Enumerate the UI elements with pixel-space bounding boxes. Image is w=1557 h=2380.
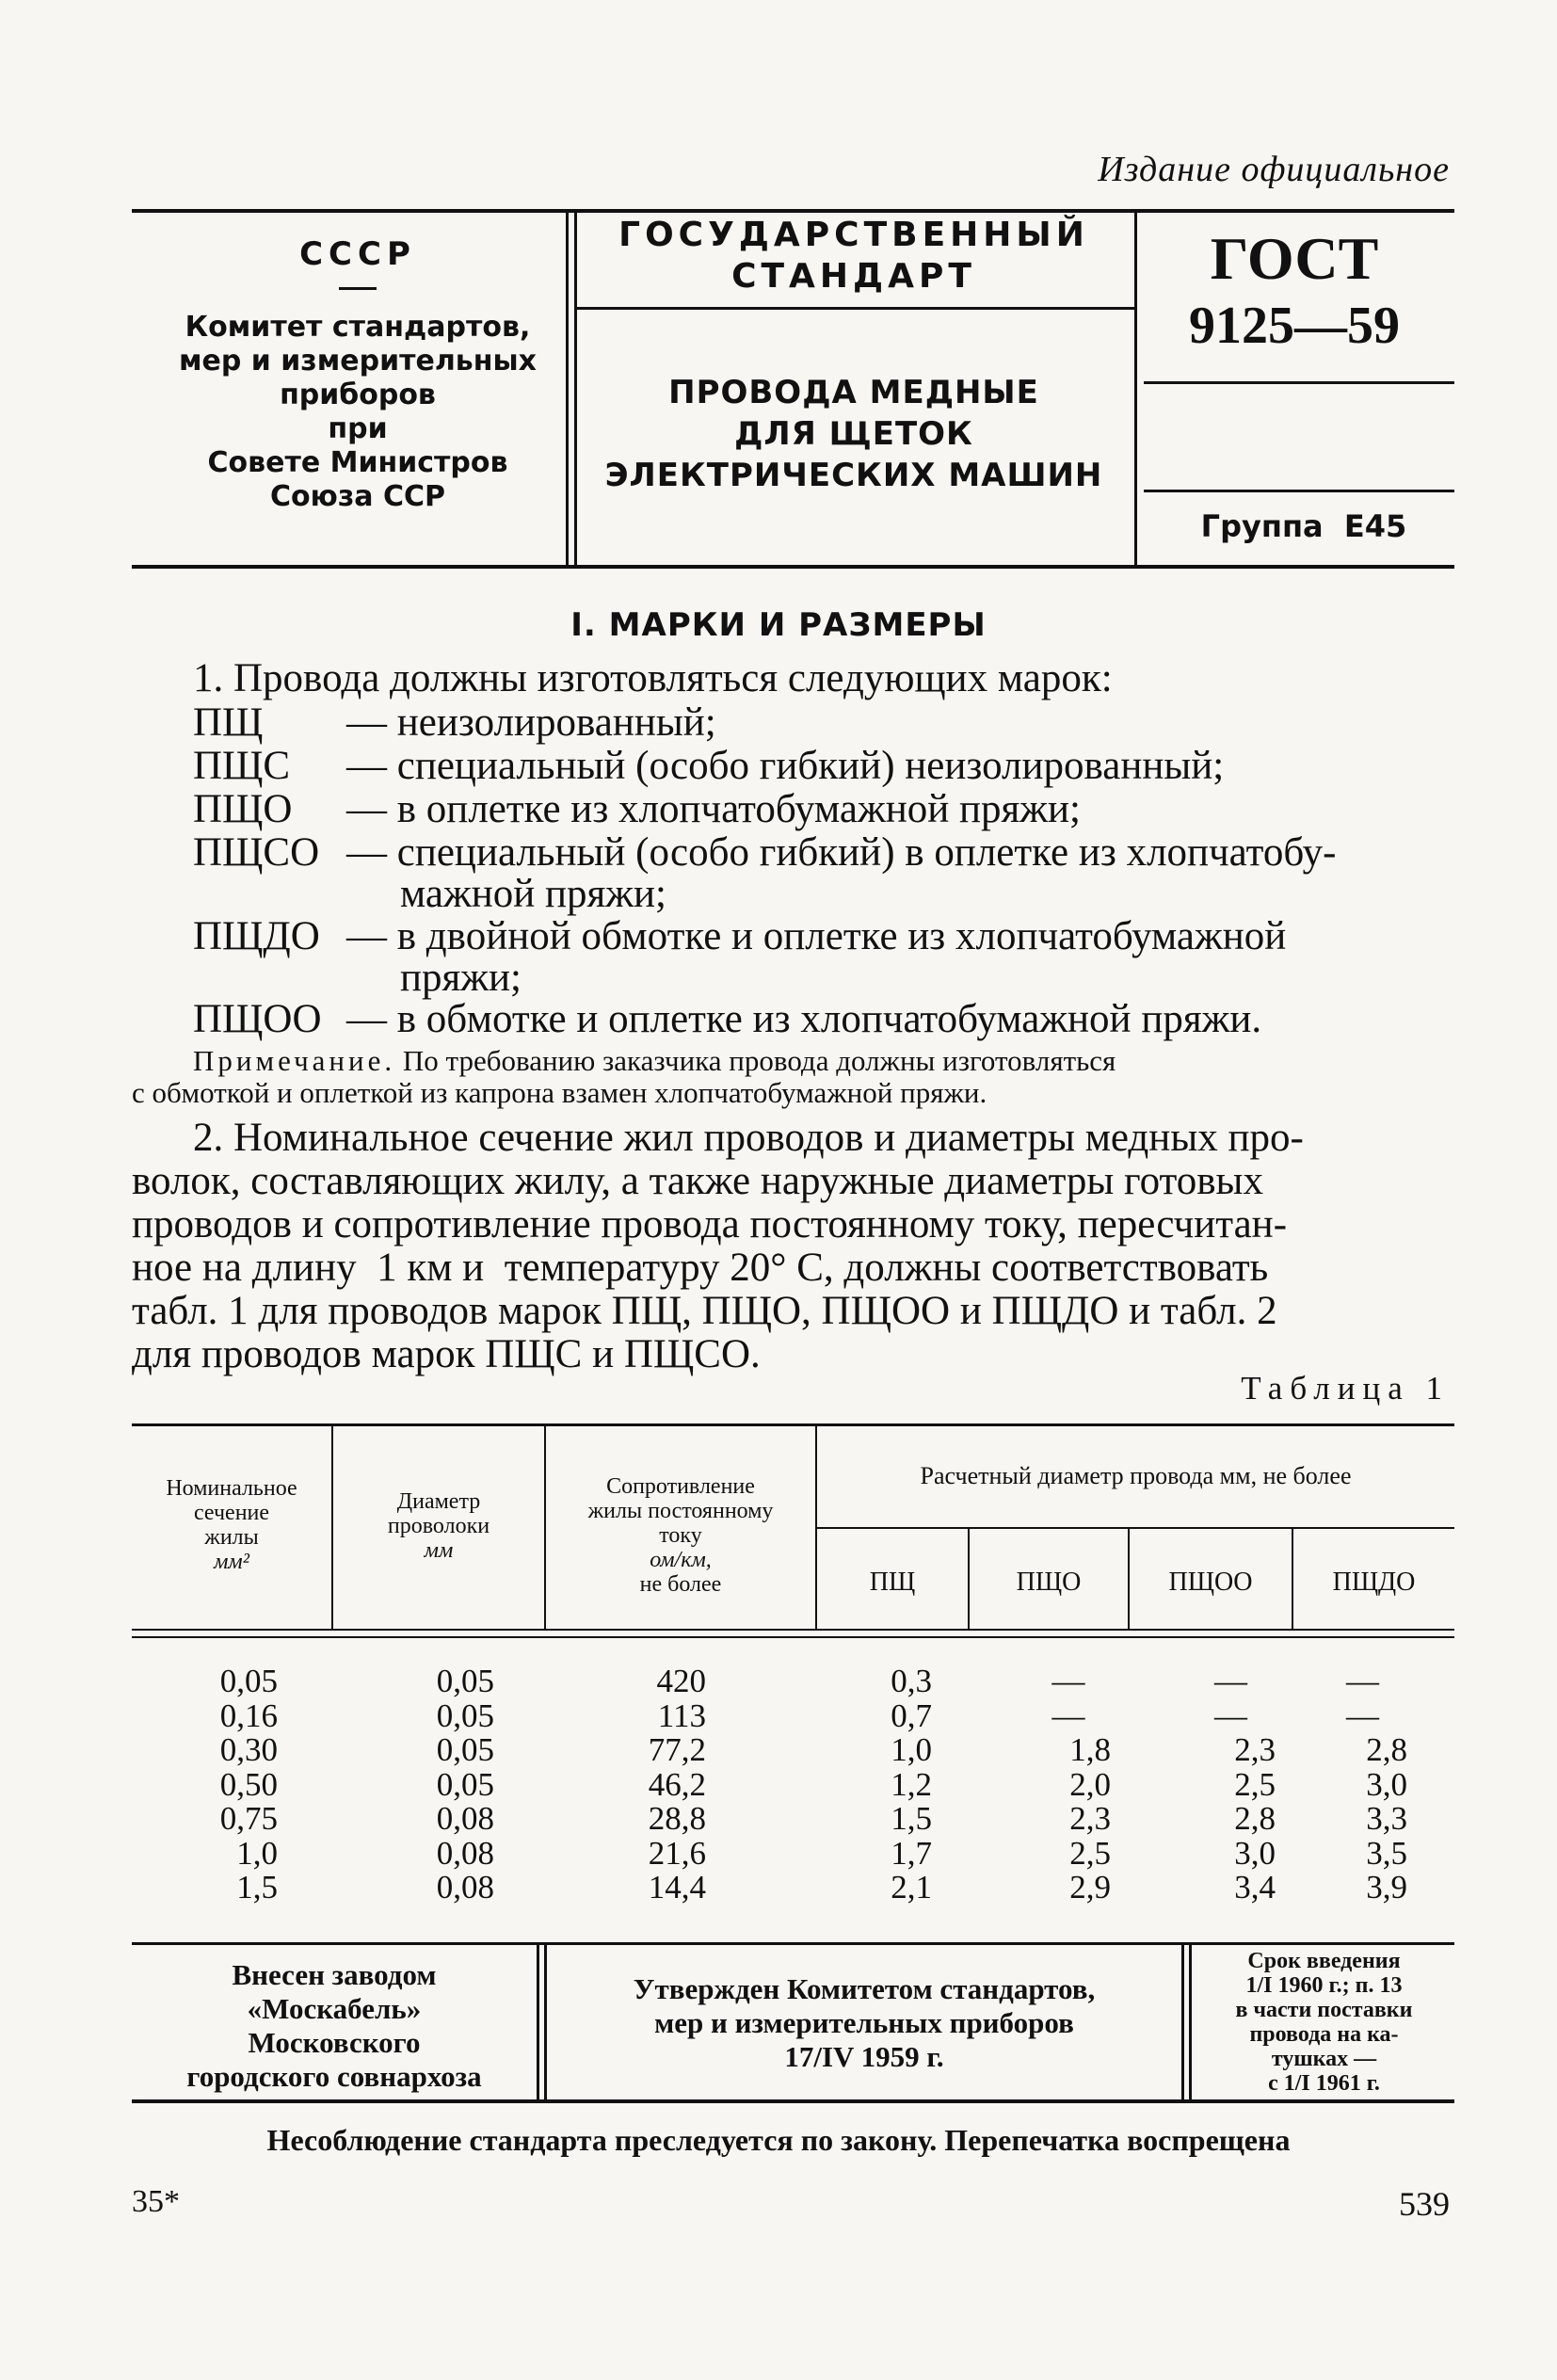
approved-line: Утвержден Комитетом стандартов, xyxy=(633,1972,1096,2005)
title-line: ПРОВОДА МЕДНЫЕ xyxy=(668,374,1039,411)
gost-label: ГОСТ xyxy=(1210,225,1379,292)
effective-line: провода на ка- xyxy=(1249,2022,1399,2047)
group-label: Группа Е45 xyxy=(1200,508,1407,544)
section-title: I. МАРКИ И РАЗМЕРЫ xyxy=(570,606,987,644)
table-top-rule xyxy=(132,1423,1454,1426)
mark-code: ПЩС xyxy=(193,744,291,788)
gost-number: 9125—59 xyxy=(1189,297,1400,355)
table-cell: 1,0 xyxy=(236,1834,278,1872)
header-top-rule xyxy=(132,209,1454,213)
table-calc-rule xyxy=(817,1527,1454,1529)
table-cell: 1,5 xyxy=(236,1869,278,1906)
effective-line: 1/I 1960 г.; п. 13 xyxy=(1245,1973,1403,1998)
table-cell: — xyxy=(1214,1663,1247,1699)
mark-desc: — специальный (особо гибкий) в оплетке из хлопчатобу- xyxy=(346,830,1337,875)
table-cell: 113 xyxy=(657,1697,706,1734)
effective-line: Срок введения xyxy=(1247,1949,1401,1973)
header-gost-rule-1 xyxy=(1144,381,1454,384)
table-cell: 14,4 xyxy=(648,1869,706,1906)
table-cell: 0,30 xyxy=(219,1731,278,1768)
th-line: жилы постоянному xyxy=(587,1499,774,1523)
th-sub: ПЩДО xyxy=(1332,1568,1416,1597)
table-cell: 0,05 xyxy=(436,1663,494,1699)
committee-line: Комитет стандартов, xyxy=(185,311,531,344)
table-cell: 2,3 xyxy=(1069,1800,1111,1837)
th-line: жилы xyxy=(204,1525,259,1550)
th-sub: ПЩО xyxy=(1016,1568,1082,1597)
th-line: сечение xyxy=(193,1501,270,1525)
table-head-rule-1 xyxy=(132,1629,1454,1631)
para1-intro: 1. Провода должны изготовляться следующих марок: xyxy=(193,656,1113,700)
table-col-divider xyxy=(815,1426,817,1629)
th-line: Сопротивление xyxy=(606,1474,755,1499)
title-line: ДЛЯ ЩЕТОК xyxy=(734,415,973,453)
edition-label: Издание официальное xyxy=(1098,150,1450,189)
table-cell: 2,5 xyxy=(1069,1834,1111,1872)
table-cell: 3,3 xyxy=(1366,1800,1407,1837)
mark-desc: — специальный (особо гибкий) неизолированный; xyxy=(346,744,1225,788)
title-line: ЭЛЕКТРИЧЕСКИХ МАШИН xyxy=(604,457,1103,494)
mark-code: ПЩОО xyxy=(193,997,322,1041)
introduced-by xyxy=(132,1958,537,2094)
mark-desc: — в оплетке из хлопчатобумажной пряжи; xyxy=(346,787,1081,831)
ussr-label: СССР xyxy=(299,235,416,273)
table-cell: 1,8 xyxy=(1069,1731,1111,1768)
table-cell: 3,0 xyxy=(1234,1834,1276,1872)
table-cell: 0,05 xyxy=(436,1765,494,1803)
mark-desc-cont: пряжи; xyxy=(400,956,522,1000)
introduced-line: городского совнархоза xyxy=(186,2060,482,2093)
th-line: не более xyxy=(639,1572,722,1597)
table-cell: 420 xyxy=(656,1663,706,1699)
mark-code: ПЩ xyxy=(193,700,264,745)
para2-line: 2. Номинальное сечение жил проводов и диаметры медных про- xyxy=(193,1116,1304,1160)
table-cell: 0,3 xyxy=(891,1663,932,1699)
committee-line: Совете Министров xyxy=(207,446,508,479)
committee-line: приборов xyxy=(280,378,436,411)
effective-line: с 1/I 1961 г. xyxy=(1268,2071,1380,2096)
header-state-rule xyxy=(576,307,1134,310)
committee-line: Союза ССР xyxy=(270,480,445,513)
approved-by xyxy=(548,1972,1180,2074)
footer-box-divider xyxy=(544,1945,547,2099)
mark-desc: — неизолированный; xyxy=(346,700,716,745)
th-calc: Расчетный диаметр провода мм, не более xyxy=(920,1462,1352,1489)
table-cell: 21,6 xyxy=(648,1834,706,1872)
footer-box-top xyxy=(132,1942,1454,1945)
table-cell: 0,50 xyxy=(219,1765,278,1803)
table-cell: — xyxy=(1214,1697,1247,1734)
mark-desc: — в обмотке и оплетке из хлопчатобумажной пряжи. xyxy=(346,997,1262,1041)
th-line: Номинальное xyxy=(166,1476,297,1501)
document-title xyxy=(576,372,1132,496)
header-gost-rule-2 xyxy=(1144,490,1454,492)
committee-line: мер и измерительных xyxy=(179,345,537,378)
table-cell: 0,05 xyxy=(219,1663,278,1699)
table-cell: — xyxy=(1346,1697,1379,1734)
note-line: с обмоткой и оплеткой из капрона взамен хлопчатобумажной пряжи. xyxy=(132,1076,987,1109)
table-cell: 0,08 xyxy=(436,1800,494,1837)
effective-date xyxy=(1194,1949,1454,2096)
mark-desc: — в двойной обмотке и оплетке из хлопчатобумажной xyxy=(346,914,1287,958)
table-cell: 2,0 xyxy=(1069,1765,1111,1803)
approved-line: 17/IV 1959 г. xyxy=(784,2040,944,2073)
th-sub: ПЩ xyxy=(869,1568,916,1597)
page-number: 539 xyxy=(1399,2185,1450,2223)
state-line: ГОСУДАРСТВЕННЫЙ xyxy=(618,216,1089,254)
table-cell: 28,8 xyxy=(648,1800,706,1837)
approved-line: мер и измерительных приборов xyxy=(654,2006,1074,2039)
table-cell: 1,5 xyxy=(891,1800,932,1837)
para2-line: ное на длину 1 км и температуру 20° С, должны соответствовать xyxy=(132,1246,1269,1290)
para2-line: проводов и сопротивление провода постоянному току, пересчитан- xyxy=(132,1202,1288,1246)
table-cell: 0,08 xyxy=(436,1834,494,1872)
table-cell: 0,05 xyxy=(436,1697,494,1734)
th-line: Диаметр xyxy=(396,1489,481,1514)
table-cell: 2,5 xyxy=(1234,1765,1276,1803)
table-cell: 0,75 xyxy=(219,1800,278,1837)
th-line: мм² xyxy=(214,1550,249,1574)
table-cell: 3,0 xyxy=(1366,1765,1407,1803)
table-cell: — xyxy=(1051,1697,1085,1734)
table-cell: 3,9 xyxy=(1366,1869,1407,1906)
table-cell: 77,2 xyxy=(648,1731,706,1768)
table-cell: 1,2 xyxy=(891,1765,932,1803)
footer-box-divider xyxy=(1181,1945,1184,2099)
th-diameter xyxy=(333,1489,544,1563)
table-cell: 0,7 xyxy=(891,1697,932,1734)
th-line: проволоки xyxy=(387,1514,490,1538)
committee-line: при xyxy=(328,412,388,445)
para2-line: волок, составляющих жилу, а также наружные диаметры готовых xyxy=(132,1159,1263,1203)
table-caption: Таблица 1 xyxy=(1241,1370,1450,1407)
th-line: току xyxy=(659,1523,702,1548)
table-cell: 2,9 xyxy=(1069,1869,1111,1906)
mark-code: ПЩДО xyxy=(193,914,320,958)
para2-block xyxy=(132,1117,1459,1376)
note-label: Примечание. xyxy=(193,1044,396,1077)
note-line xyxy=(132,1045,1450,1077)
ussr-dash xyxy=(339,287,377,290)
table-cell: 0,16 xyxy=(219,1697,278,1734)
table-cell: 2,8 xyxy=(1366,1731,1407,1768)
state-line: СТАНДАРТ xyxy=(731,257,976,296)
para2-line: табл. 1 для проводов марок ПЩ, ПЩО, ПЩОО и ПЩДО и табл. 2 xyxy=(132,1289,1277,1333)
table-cell: — xyxy=(1051,1663,1085,1699)
introduced-line: Московского xyxy=(248,2026,421,2059)
mark-code: ПЩСО xyxy=(193,830,320,875)
mark-code: ПЩО xyxy=(193,787,293,831)
signature-mark: 35* xyxy=(132,2184,180,2219)
para2-line: для проводов марок ПЩС и ПЩСО. xyxy=(132,1332,761,1376)
table-cell: 2,8 xyxy=(1234,1800,1276,1837)
table-cell: 3,4 xyxy=(1234,1869,1276,1906)
table-head-rule-2 xyxy=(132,1636,1454,1638)
header-divider-left xyxy=(566,209,569,567)
footer-box-divider xyxy=(537,1945,539,2099)
note-block xyxy=(132,1045,1450,1109)
th-line: мм xyxy=(424,1538,454,1563)
table-cell: 2,3 xyxy=(1234,1731,1276,1768)
copyright-warning: Несоблюдение стандарта преследуется по закону. Перепечатка воспрещена xyxy=(266,2123,1291,2157)
footer-box-divider xyxy=(1189,1945,1192,2099)
effective-line: в части поставки xyxy=(1235,1998,1413,2022)
header-divider-right xyxy=(1134,209,1137,567)
table-cell: 3,5 xyxy=(1366,1834,1407,1872)
table-cell: 46,2 xyxy=(648,1765,706,1803)
th-line: ом/км, xyxy=(650,1548,712,1572)
state-standard-label xyxy=(576,215,1132,298)
introduced-line: Внесен заводом xyxy=(232,1958,437,1991)
effective-line: тушках — xyxy=(1271,2047,1377,2071)
table-cell: 2,1 xyxy=(891,1869,932,1906)
th-resistance xyxy=(546,1474,815,1597)
mark-desc-cont: мажной пряжи; xyxy=(400,872,666,916)
introduced-line: «Москабель» xyxy=(247,1992,422,2025)
th-sub: ПЩОО xyxy=(1168,1568,1253,1597)
committee-block xyxy=(151,311,565,514)
note-text: По требованию заказчика провода должны изготовляться xyxy=(402,1044,1116,1077)
table-cell: 0,05 xyxy=(436,1731,494,1768)
table-cell: 1,0 xyxy=(891,1731,932,1768)
th-section xyxy=(132,1476,331,1574)
header-bottom-rule xyxy=(132,565,1454,569)
table-cell: — xyxy=(1346,1663,1379,1699)
footer-box-bottom xyxy=(132,2099,1454,2103)
table-cell: 1,7 xyxy=(891,1834,932,1872)
table-cell: 0,08 xyxy=(436,1869,494,1906)
